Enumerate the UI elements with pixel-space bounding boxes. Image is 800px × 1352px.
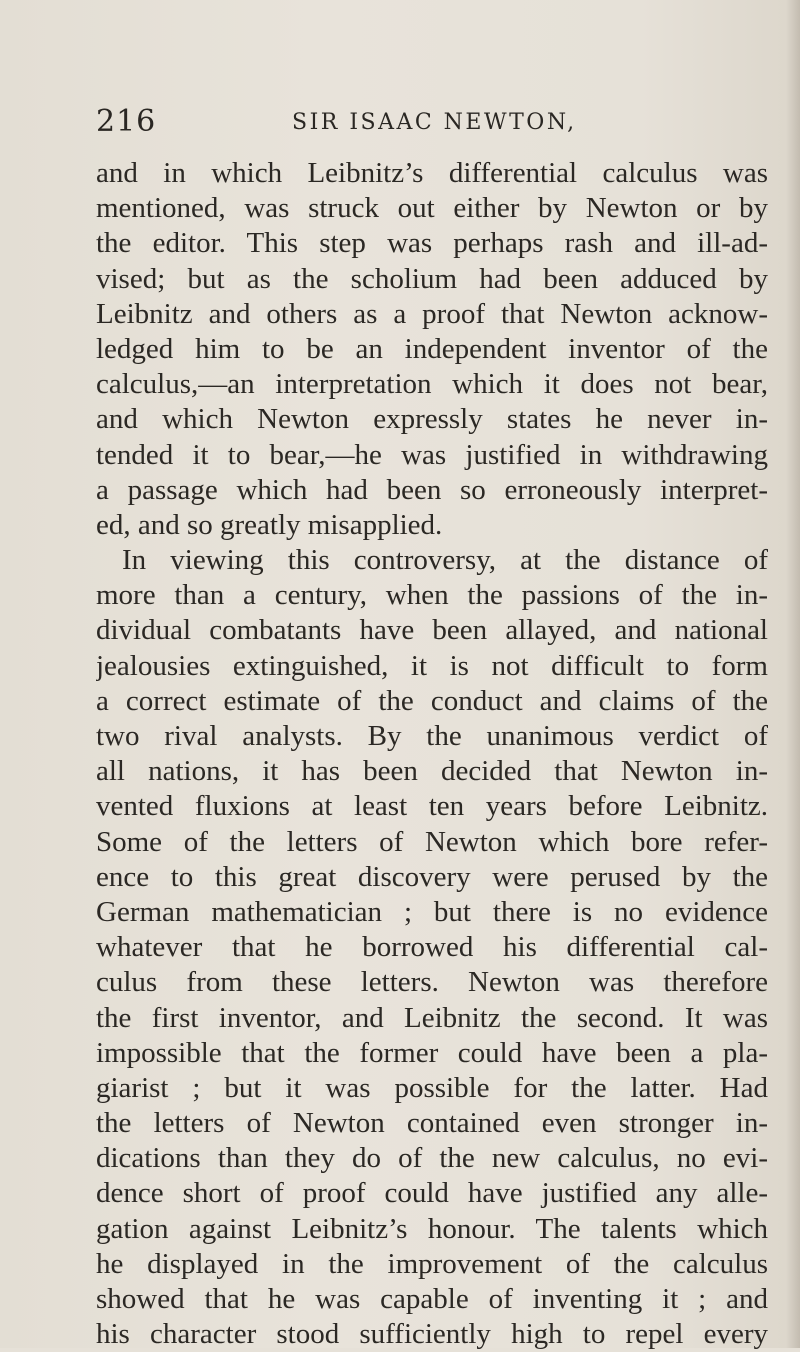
text-line: mentioned, was struck out either by Newton or by xyxy=(96,192,768,225)
text-line: gation against Leibnitz’s honour. The talents which xyxy=(96,1212,768,1245)
text-line: a correct estimate of the conduct and claims of the xyxy=(96,684,768,717)
text-line: ledged him to be an independent inventor of the xyxy=(96,332,768,365)
text-line: and in which Leibnitz’s differential calculus was xyxy=(96,157,768,189)
text-line: jealousies extinguished, it is not difficult to form xyxy=(96,649,768,682)
text-line: calculus,—an interpretation which it does not bear, xyxy=(96,368,768,401)
text-line: vented fluxions at least ten years before Leibnitz. xyxy=(96,790,768,823)
text-line: the first inventor, and Leibnitz the second. It was xyxy=(96,1001,768,1034)
text-line: dications than they do of the new calculus, no evi- xyxy=(96,1142,768,1175)
page-edge-shadow xyxy=(786,0,800,1348)
text-line: Some of the letters of Newton which bore refer- xyxy=(96,825,768,858)
paragraph-start-line: In viewing this controversy, at the distance of xyxy=(122,544,768,577)
text-line: vised; but as the scholium had been adduced by xyxy=(96,262,768,295)
text-line: German mathematician ; but there is no evidence xyxy=(96,895,768,928)
text-line: culus from these letters. Newton was therefore xyxy=(96,966,768,999)
running-head: SIR ISAAC NEWTON, xyxy=(292,110,577,135)
text-line: giarist ; but it was possible for the latter. Had xyxy=(96,1071,768,1104)
text-line: and which Newton expressly states he never in- xyxy=(96,403,768,436)
text-line: ence to this great discovery were perused by the xyxy=(96,860,768,893)
paragraph-end-line: ed, and so greatly misapplied. xyxy=(96,508,443,541)
text-line: Leibnitz and others as a proof that Newton acknow- xyxy=(96,297,768,330)
text-line: his character stood sufficiently high to repel every xyxy=(96,1318,768,1351)
page-header xyxy=(96,104,766,144)
text-line: impossible that the former could have been a pla- xyxy=(96,1036,768,1069)
text-line: a passage which had been so erroneously interpret- xyxy=(96,473,768,506)
body-text xyxy=(96,156,768,1352)
page-number: 216 xyxy=(96,104,157,139)
text-line: the editor. This step was perhaps rash and ill-ad- xyxy=(96,227,768,260)
text-line: dividual combatants have been allayed, and national xyxy=(96,614,768,647)
text-line: whatever that he borrowed his differential cal- xyxy=(96,931,768,964)
text-line: dence short of proof could have justified any alle- xyxy=(96,1177,768,1210)
text-line: more than a century, when the passions of the in- xyxy=(96,579,768,612)
text-line: all nations, it has been decided that Newton in- xyxy=(96,755,768,788)
text-line: he displayed in the improvement of the calculus xyxy=(96,1247,768,1280)
text-line: two rival analysts. By the unanimous verdict of xyxy=(96,720,768,752)
text-line: the letters of Newton contained even stronger in- xyxy=(96,1107,768,1140)
text-line: tended it to bear,—he was justified in withdrawing xyxy=(96,438,768,471)
text-line: showed that he was capable of inventing it ; and xyxy=(96,1283,768,1315)
